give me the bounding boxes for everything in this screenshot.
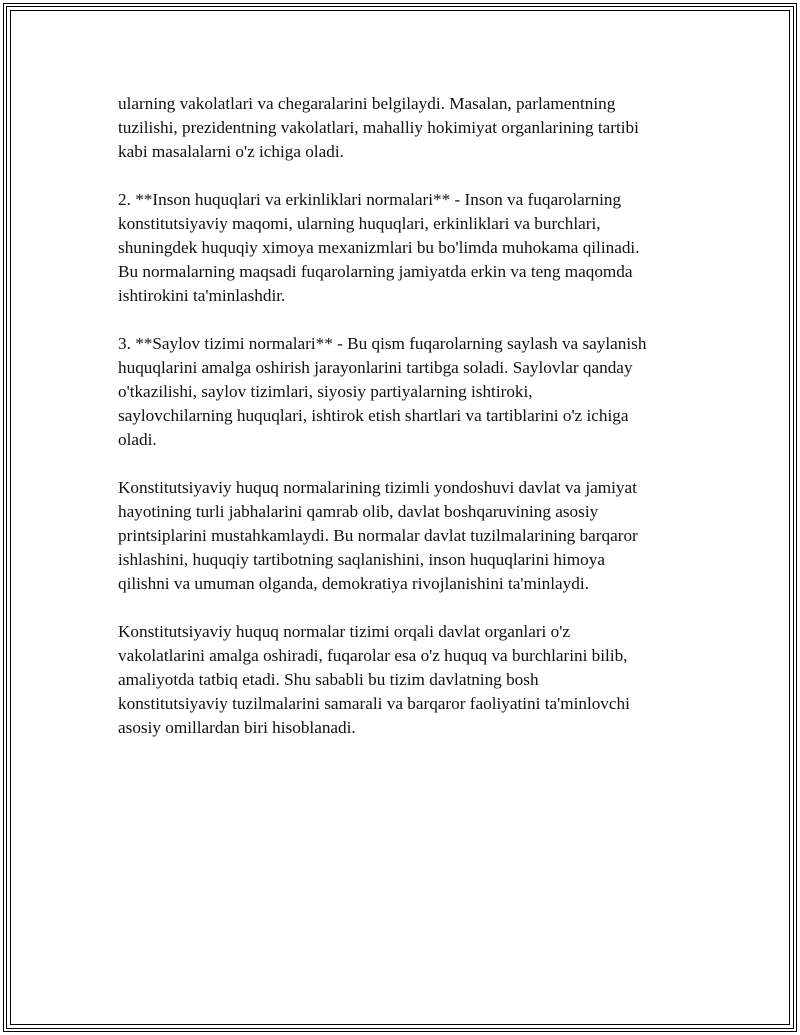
paragraph-conclusion: Konstitutsiyaviy huquq normalar tizimi orqali davlat organlari o'z vakolatlarini amalga oshiradi, fuqarolar esa o'z huquq va burchlarini bilib, amaliyotda tatbiq etadi. Shu sababli bu tizim davlatning bosh konstitutsiyaviy tuzilmalarini samarali va barqaror faoliyatini ta'minlovchi asosiy omillardan biri hisoblanadi. xyxy=(118,622,630,737)
paragraph-electoral-system-norms: 3. **Saylov tizimi normalari** - Bu qism fuqarolarning saylash va saylanish huquqlarini amalga oshirish jarayonlarini tartibga soladi. Saylovlar qanday o'tkazilishi, saylov tizimlari, siyosiy partiyalarning ishtiroki, saylovchilarning huquqlari, ishtirok etish shartlari va tartiblarini o'z ichiga oladi. xyxy=(118,334,647,449)
paragraph-human-rights-norms: 2. **Inson huquqlari va erkinliklari normalari** - Inson va fuqarolarning konstitutsiyaviy maqomi, ularning huquqlari, erkinliklari va burchlari, shuningdek huquqiy ximoya mexanizmlari bu bo'limda muhokama qilinadi. Bu normalarning maqsadi fuqarolarning jamiyatda erkin va teng maqomda ishtirokini ta'minlashdir. xyxy=(118,190,640,305)
document-body xyxy=(118,92,698,764)
paragraph-state-powers: ularning vakolatlari va chegaralarini belgilaydi. Masalan, parlamentning tuzilishi, prezidentning vakolatlari, mahalliy hokimiyat organlarining tartibi kabi masalalarni o'z ichiga oladi. xyxy=(118,94,639,161)
paragraph-systemic-approach: Konstitutsiyaviy huquq normalarining tizimli yondoshuvi davlat va jamiyat hayotining turli jabhalarini qamrab olib, davlat boshqaruvining asosiy printsiplarini mustahkamlaydi. Bu normalar davlat tuzilmalarining barqaror ishlashini, huquqiy tartibotning saqlanishini, inson huquqlarini himoya qilishni va umuman olganda, demokratiya rivojlanishini ta'minlaydi. xyxy=(118,478,638,593)
